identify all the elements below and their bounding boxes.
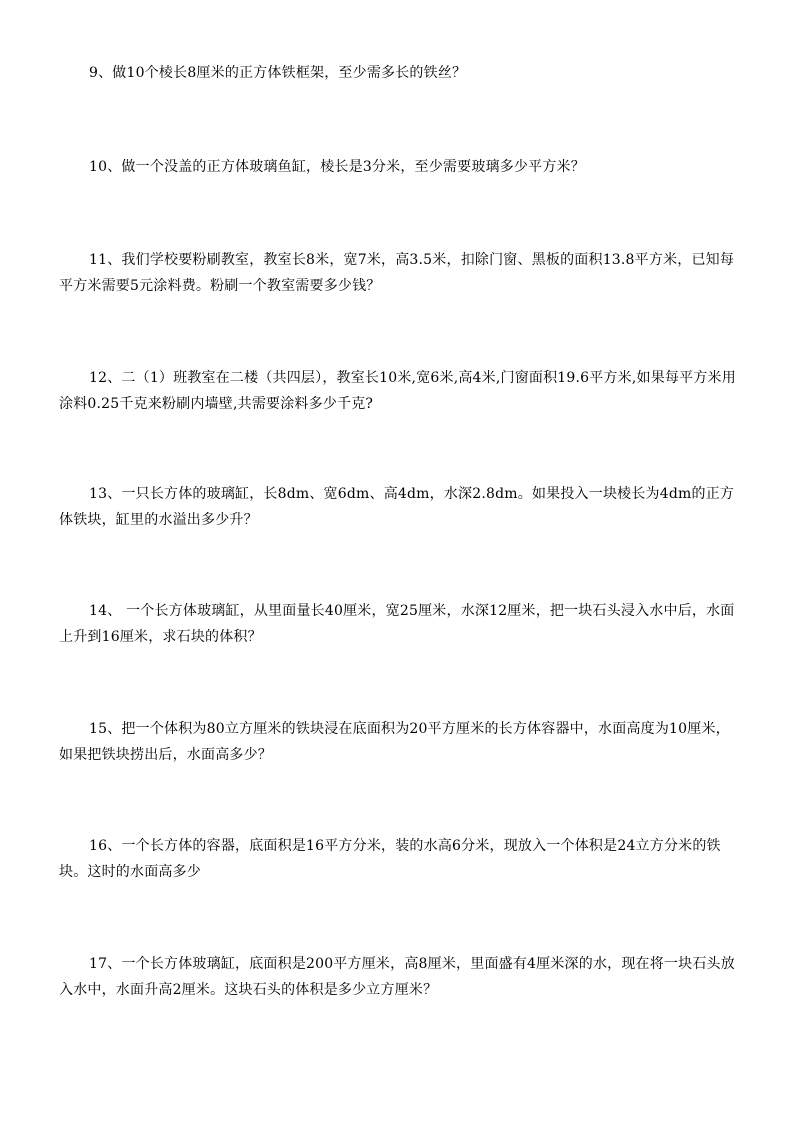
problem-10: 10、做一个没盖的正方体玻璃鱼缸，棱长是3分米，至少需要玻璃多少平方米？ (89, 159, 585, 175)
problem-9: 9、做10个棱长8厘米的正方体铁框架，至少需多长的铁丝？ (89, 65, 467, 81)
problem-14: 14、 一个长方体玻璃缸，从里面量长40厘米，宽25厘米，水深12厘米，把一块石头浸入水中后，水面上升到16厘米，求石块的体积？ (59, 603, 735, 645)
problem-11: 11、我们学校要粉刷教室，教室长8米，宽7米，高3.5米，扣除门窗、黑板的面积13.8平方米，已知每平方米需要5元涂料费。粉刷一个教室需要多少钱？ (59, 252, 735, 294)
problem-13: 13、一只长方体的玻璃缸，长8dm、宽6dm、高4dm，水深2.8dm。如果投入一块棱长为4dm的正方体铁块，缸里的水溢出多少升？ (59, 486, 735, 528)
problem-17: 17、一个长方体玻璃缸，底面积是200平方厘米，高8厘米，里面盛有4厘米深的水，现在将一块石头放入水中，水面升高2厘米。这块石头的体积是多少立方厘米？ (59, 956, 735, 998)
problem-16: 16、一个长方体的容器，底面积是16平方分米，装的水高6分米，现放入一个体积是24立方分米的铁块。这时的水面高多少 (59, 838, 721, 880)
problem-12: 12、二（1）班教室在二楼（共四层），教室长10米,宽6米,高4米,门窗面积19.6平方米,如果每平方米用涂料0.25千克来粉刷内墙壁,共需要涂料多少千克? (59, 370, 736, 412)
problem-15: 15、把一个体积为80立方厘米的铁块浸在底面积为20平方厘米的长方体容器中，水面高度为10厘米，如果把铁块捞出后，水面高多少？ (59, 721, 730, 763)
